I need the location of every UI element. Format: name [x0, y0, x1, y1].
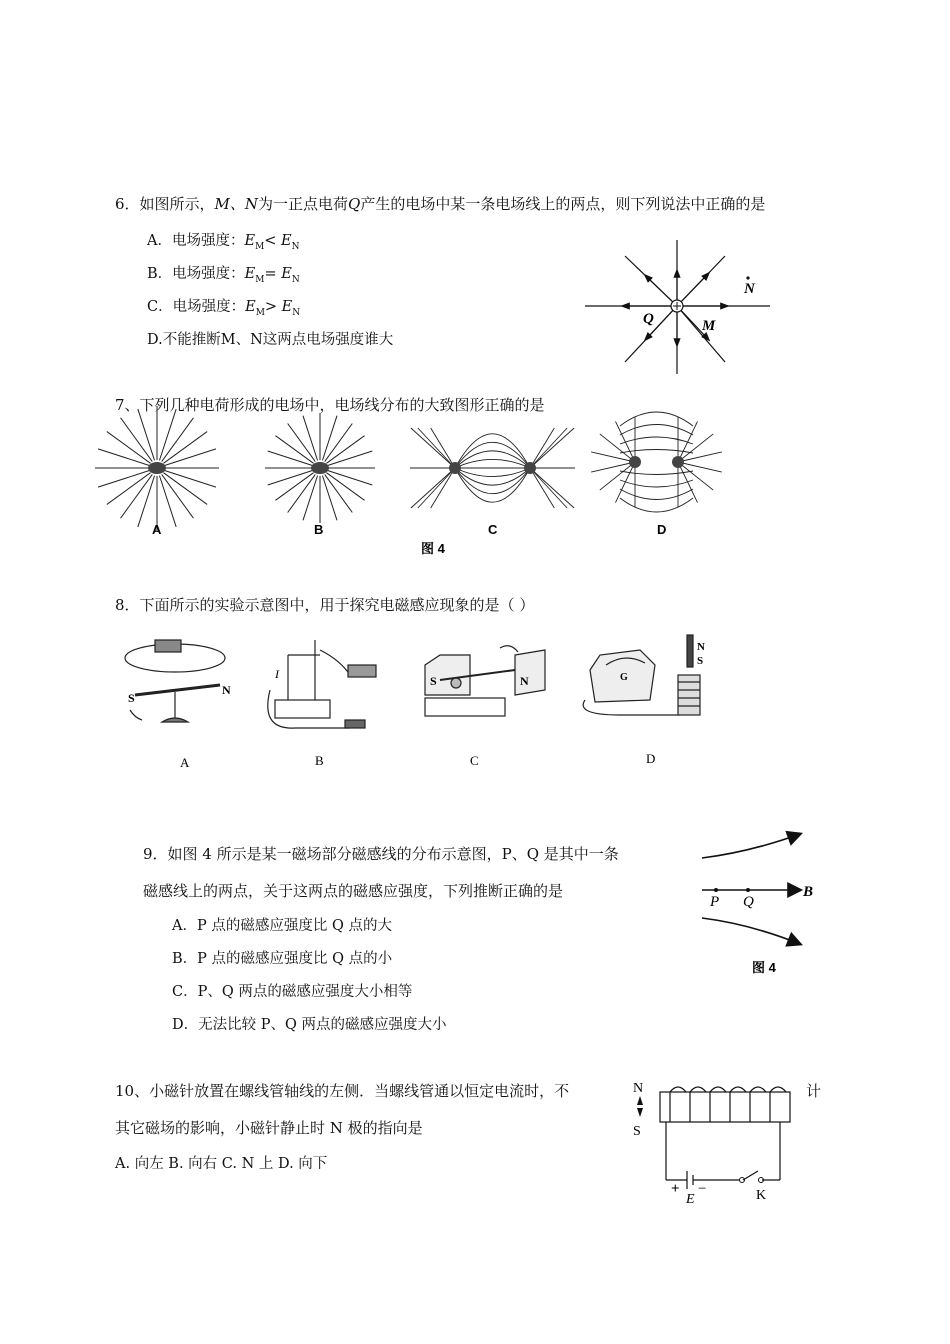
field-line	[455, 442, 530, 468]
q6-label-n: N	[744, 281, 755, 297]
q7-label-a: A	[152, 522, 162, 537]
q8-label-s-c: S	[430, 674, 437, 688]
q9-stem-line1: 9．如图 4 所示是某一磁场部分磁感线的分布示意图，P、Q 是其中一条	[143, 845, 619, 863]
field-line	[411, 468, 455, 508]
field-line	[411, 428, 455, 468]
field-line	[322, 416, 337, 461]
field-line	[620, 425, 693, 436]
q6-label-m: M	[702, 318, 716, 334]
q7-figure-c	[410, 428, 575, 508]
field-line	[431, 468, 455, 508]
q10-solenoid-diagram	[630, 1075, 800, 1205]
field-line	[620, 498, 693, 512]
field-line	[678, 462, 698, 503]
field-line	[268, 470, 313, 485]
field-line	[326, 473, 364, 501]
field-line	[615, 421, 635, 462]
q6-option-b: B．电场强度：$E_M= E_N$	[147, 266, 300, 285]
q8-label-n-c: N	[520, 674, 529, 688]
q6-label-q: Q	[643, 311, 654, 327]
q10-stem-line2: 其它磁场的影响，小磁针静止时 N 极的指向是	[115, 1119, 423, 1137]
q9-label-p: P	[710, 894, 720, 910]
q10-label-s: S	[633, 1124, 641, 1139]
q9-option-d: D．无法比较 P、Q 两点的磁感应强度大小	[172, 1017, 447, 1033]
field-line	[530, 428, 567, 468]
field-line	[530, 468, 567, 508]
field-line	[530, 428, 554, 468]
q8-figure-d	[583, 635, 700, 715]
q7-label-c: C	[488, 522, 498, 537]
q6-option-a: A．电场强度：$E_M< E_N$	[147, 233, 300, 252]
field-line	[268, 451, 313, 466]
q10-label-plus: +	[671, 1181, 680, 1197]
field-line	[620, 471, 693, 475]
field-line	[322, 476, 337, 521]
q10-label-n: N	[633, 1081, 644, 1096]
q6-stem: 6．如图所示，M、N为一正点电荷Q产生的电场中某一条电场线上的两点，则下列说法中正确的是	[115, 195, 766, 213]
q6-field-diagram	[585, 238, 785, 378]
field-line	[328, 451, 373, 466]
q10-options: A. 向左 B. 向右 C. N 上 D. 向下	[115, 1156, 328, 1172]
q8-label-n-a: N	[222, 683, 231, 697]
field-line	[615, 462, 635, 503]
field-line	[530, 468, 554, 508]
q9-field-diagram	[700, 830, 825, 980]
q10-label-minus: −	[698, 1181, 707, 1197]
q9-option-b: B．P 点的磁感应强度比 Q 点的小	[172, 951, 393, 967]
q8-label-s-d: S	[697, 655, 704, 667]
q7-figure-d	[591, 412, 722, 512]
q6-option-c: C．电场强度：$E_M> E_N$	[147, 299, 301, 318]
q10-label-e: E	[686, 1192, 695, 1207]
q7-field-figures	[85, 412, 735, 562]
field-line	[326, 436, 364, 464]
field-line	[276, 436, 314, 464]
field-line	[418, 428, 455, 468]
q7-label-d: D	[657, 522, 667, 537]
field-line	[455, 459, 530, 468]
q10-stem-tail: 计	[806, 1082, 822, 1100]
q8-figure-a	[125, 640, 225, 722]
q8-label-b: B	[315, 753, 324, 768]
q10-label-k: K	[756, 1188, 767, 1203]
field-line	[288, 474, 316, 512]
q9-stem-line2: 磁感线上的两点，关于这两点的磁感应强度，下列推断正确的是	[143, 882, 564, 900]
field-line	[678, 421, 698, 462]
q7-label-b: B	[314, 522, 324, 537]
field-line	[276, 473, 314, 501]
q8-label-n-d: N	[697, 641, 705, 653]
q8-label-g: G	[620, 672, 628, 683]
field-line	[288, 424, 316, 462]
q9-option-a: A．P 点的磁感应强度比 Q 点的大	[172, 918, 392, 934]
field-line	[325, 424, 353, 462]
q8-experiment-figures	[120, 630, 720, 780]
q9-caption: 图 4	[752, 960, 776, 975]
field-line	[418, 468, 455, 508]
field-line	[620, 437, 693, 444]
q8-label-c: C	[470, 753, 479, 768]
q9-label-b: B	[803, 884, 814, 900]
q8-label-a: A	[180, 755, 190, 770]
q6-option-d: D.不能推断M、N这两点电场强度谁大	[147, 332, 394, 348]
q9-label-q: Q	[743, 894, 754, 910]
field-line	[303, 476, 318, 521]
q7-stem: 7、下列几种电荷形成的电场中，电场线分布的大致图形正确的是	[115, 396, 545, 414]
field-line	[530, 428, 574, 468]
q9-option-c: C．P、Q 两点的磁感应强度大小相等	[172, 984, 413, 1000]
field-line	[303, 416, 318, 461]
field-line	[455, 468, 530, 494]
field-line	[328, 470, 373, 485]
q8-stem: 8．下面所示的实验示意图中，用于探究电磁感应现象的是（ ）	[115, 596, 535, 614]
field-line	[620, 412, 693, 426]
q8-label-s-a: S	[128, 691, 135, 705]
q7-caption: 图 4	[421, 541, 445, 556]
field-line	[620, 450, 693, 454]
q10-stem-line1: 10、小磁针放置在螺线管轴线的左侧．当螺线管通以恒定电流时，不	[115, 1082, 570, 1100]
field-line	[620, 480, 693, 487]
field-line	[325, 474, 353, 512]
q8-label-d: D	[646, 751, 656, 766]
q8-figure-b	[268, 640, 376, 728]
field-line	[620, 489, 693, 500]
field-line	[455, 468, 530, 477]
field-line	[530, 468, 574, 508]
field-line	[431, 428, 455, 468]
q8-label-i: I	[275, 667, 279, 681]
